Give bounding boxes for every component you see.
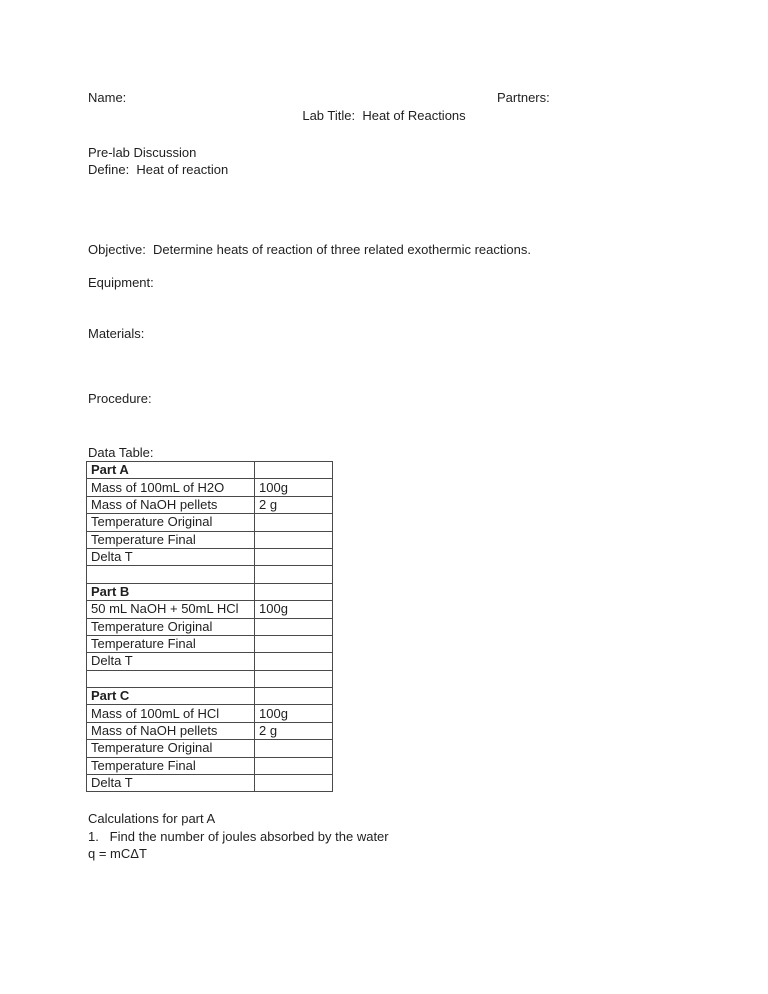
table-cell-value	[255, 531, 333, 548]
partners-label: Partners:	[497, 90, 550, 105]
table-row	[87, 583, 333, 600]
table-row	[87, 722, 333, 739]
lab-title: Lab Title: Heat of Reactions	[302, 108, 466, 123]
materials-label: Materials:	[88, 326, 145, 341]
calculation-step-1: 1. Find the number of joules absorbed by the water	[88, 829, 389, 844]
table-row	[87, 653, 333, 670]
table-cell-value	[255, 635, 333, 652]
calculation-formula: q = mCΔT	[88, 846, 147, 861]
table-cell-label: Delta T	[87, 775, 255, 792]
table-row	[87, 775, 333, 792]
table-cell-label	[87, 670, 255, 687]
table-cell-label: Mass of 100mL of HCl	[87, 705, 255, 722]
table-cell-label: 50 mL NaOH + 50mL HCl	[87, 601, 255, 618]
table-row	[87, 618, 333, 635]
table-row	[87, 548, 333, 565]
name-label: Name:	[88, 90, 127, 105]
table-cell-label: Temperature Original	[87, 618, 255, 635]
table-row	[87, 705, 333, 722]
table-cell-value	[255, 583, 333, 600]
table-cell-value: 2 g	[255, 496, 333, 513]
table-row	[87, 479, 333, 496]
table-row	[87, 670, 333, 687]
table-cell-label: Temperature Final	[87, 635, 255, 652]
table-row	[87, 688, 333, 705]
table-row	[87, 740, 333, 757]
equipment-label: Equipment:	[88, 275, 154, 290]
prelab-heading: Pre-lab Discussion	[88, 145, 197, 160]
table-row	[87, 757, 333, 774]
table-cell-label: Part B	[87, 583, 255, 600]
table-cell-value	[255, 670, 333, 687]
table-cell-value	[255, 757, 333, 774]
table-row	[87, 601, 333, 618]
table-cell-value	[255, 775, 333, 792]
table-cell-value: 100g	[255, 601, 333, 618]
table-row	[87, 496, 333, 513]
table-cell-label: Temperature Final	[87, 757, 255, 774]
table-cell-value	[255, 566, 333, 583]
table-cell-label: Temperature Original	[87, 740, 255, 757]
data-table-label: Data Table:	[88, 445, 154, 460]
data-table	[86, 461, 333, 792]
table-cell-value	[255, 618, 333, 635]
table-cell-label: Mass of 100mL of H2O	[87, 479, 255, 496]
table-cell-label: Mass of NaOH pellets	[87, 722, 255, 739]
procedure-label: Procedure:	[88, 391, 152, 406]
table-cell-label: Part A	[87, 462, 255, 479]
table-row	[87, 531, 333, 548]
table-row	[87, 635, 333, 652]
objective-line: Objective: Determine heats of reaction of three related exothermic reactions.	[88, 242, 531, 257]
table-cell-label: Temperature Original	[87, 514, 255, 531]
table-row	[87, 566, 333, 583]
table-cell-label: Temperature Final	[87, 531, 255, 548]
table-cell-value	[255, 462, 333, 479]
table-cell-value: 100g	[255, 479, 333, 496]
table-cell-label	[87, 566, 255, 583]
table-cell-label: Part C	[87, 688, 255, 705]
table-row	[87, 462, 333, 479]
table-cell-value	[255, 740, 333, 757]
table-cell-value	[255, 548, 333, 565]
calculations-heading: Calculations for part A	[88, 811, 216, 826]
table-cell-label: Delta T	[87, 653, 255, 670]
table-cell-value	[255, 653, 333, 670]
table-cell-label: Delta T	[87, 548, 255, 565]
table-cell-value	[255, 514, 333, 531]
define-line: Define: Heat of reaction	[88, 162, 229, 177]
table-cell-value: 2 g	[255, 722, 333, 739]
table-cell-value: 100g	[255, 705, 333, 722]
table-row	[87, 514, 333, 531]
table-cell-value	[255, 688, 333, 705]
table-cell-label: Mass of NaOH pellets	[87, 496, 255, 513]
